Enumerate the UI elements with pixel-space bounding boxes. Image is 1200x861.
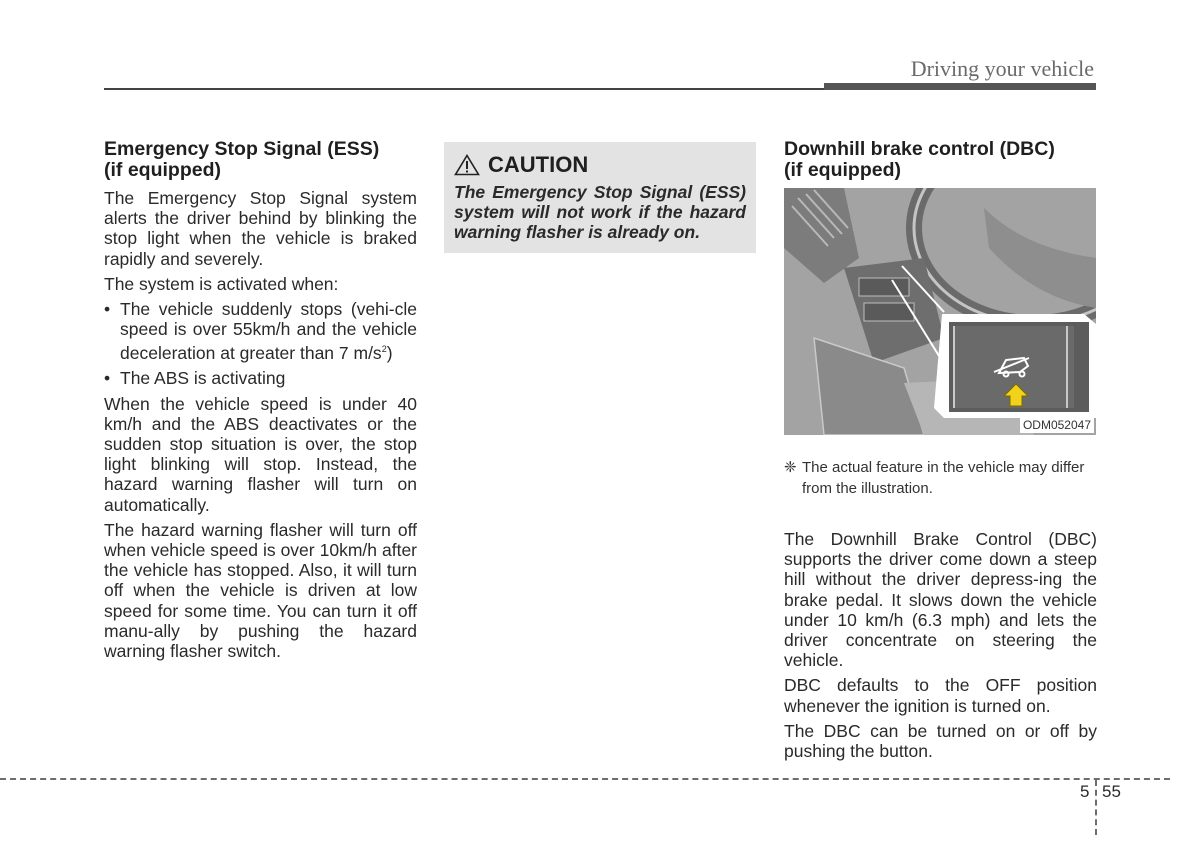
list-item	[104, 299, 417, 363]
page-number-divider	[1095, 780, 1097, 835]
dbc-paragraph-2: DBC defaults to the OFF position whenever the ignition is turned on.	[784, 675, 1097, 716]
ess-conditions-list	[104, 299, 417, 389]
caution-box	[444, 142, 756, 253]
ess-condition-2: The ABS is activating	[120, 368, 286, 389]
superscript: 2	[381, 344, 387, 355]
caution-header	[454, 152, 746, 178]
closing-paren: )	[386, 343, 393, 364]
caution-text: The Emergency Stop Signal (ESS) system will not work if the hazard warning flasher is already on.	[454, 182, 746, 243]
bullet-symbol: •	[104, 368, 111, 389]
caution-title: CAUTION	[488, 152, 589, 177]
header-rule-accent	[824, 83, 1096, 90]
ess-column	[104, 139, 417, 666]
illustration-note	[784, 458, 1097, 499]
ess-heading	[104, 139, 417, 181]
warning-triangle-icon	[454, 154, 480, 176]
dashboard-illustration-image	[784, 188, 1096, 435]
ess-heading-line1: Emergency Stop Signal (ESS)	[104, 138, 380, 160]
caution-column	[444, 139, 756, 250]
illustration-code: ODM052047	[1020, 418, 1094, 433]
dbc-heading	[784, 139, 1097, 181]
dbc-heading-line1: Downhill brake control (DBC)	[784, 138, 1055, 160]
dbc-illustration	[784, 188, 1096, 435]
dbc-paragraph-1: The Downhill Brake Control (DBC) supports the driver come down a steep hill without the driver depress-ing the brake pedal. It slows down the vehicle under 10 km/h (6.3 mph) and lets the driver concentrate on steering the vehicle.	[784, 529, 1097, 671]
bullet-symbol: •	[104, 299, 111, 320]
list-item	[104, 368, 417, 388]
ess-deactivate-paragraph: When the vehicle speed is under 40 km/h and the ABS deactivates or the sudden stop situation is over, the stop light blinking will stop. Instead, the hazard warning flasher will turn on automatically.	[104, 393, 417, 515]
note-text: The actual feature in the vehicle may differ from the illustration.	[802, 459, 1085, 497]
page-number: 55	[1102, 782, 1121, 801]
running-header: Driving your vehicle	[910, 56, 1094, 81]
ess-hazard-paragraph: The hazard warning flasher will turn off when vehicle speed is over 10km/h after the vehicle has stopped. Also, it will turn off when the vehicle is driven at low speed for some time. You can turn it off manu-ally by pushing the hazard warning flasher switch.	[104, 519, 417, 662]
dbc-paragraph-3: The DBC can be turned on or off by pushing the button.	[784, 720, 1097, 762]
ess-condition-1: The vehicle suddenly stops (vehi-cle speed is over 55km/h and the vehicle deceleration at greater than 7 m/s	[120, 299, 417, 364]
dbc-column	[784, 139, 1097, 766]
ess-intro: The Emergency Stop Signal system alerts the driver behind by blinking the stop light when the vehicle is braked rapidly and severely.	[104, 188, 417, 269]
footer-rule	[0, 778, 1170, 780]
ess-activated-when: The system is activated when:	[104, 273, 339, 294]
ess-heading-line2: (if equipped)	[104, 159, 221, 181]
note-mark-icon: ❈	[784, 459, 797, 476]
dbc-heading-line2: (if equipped)	[784, 159, 901, 181]
chapter-number: 5	[1080, 782, 1090, 801]
header-rule	[104, 88, 824, 90]
